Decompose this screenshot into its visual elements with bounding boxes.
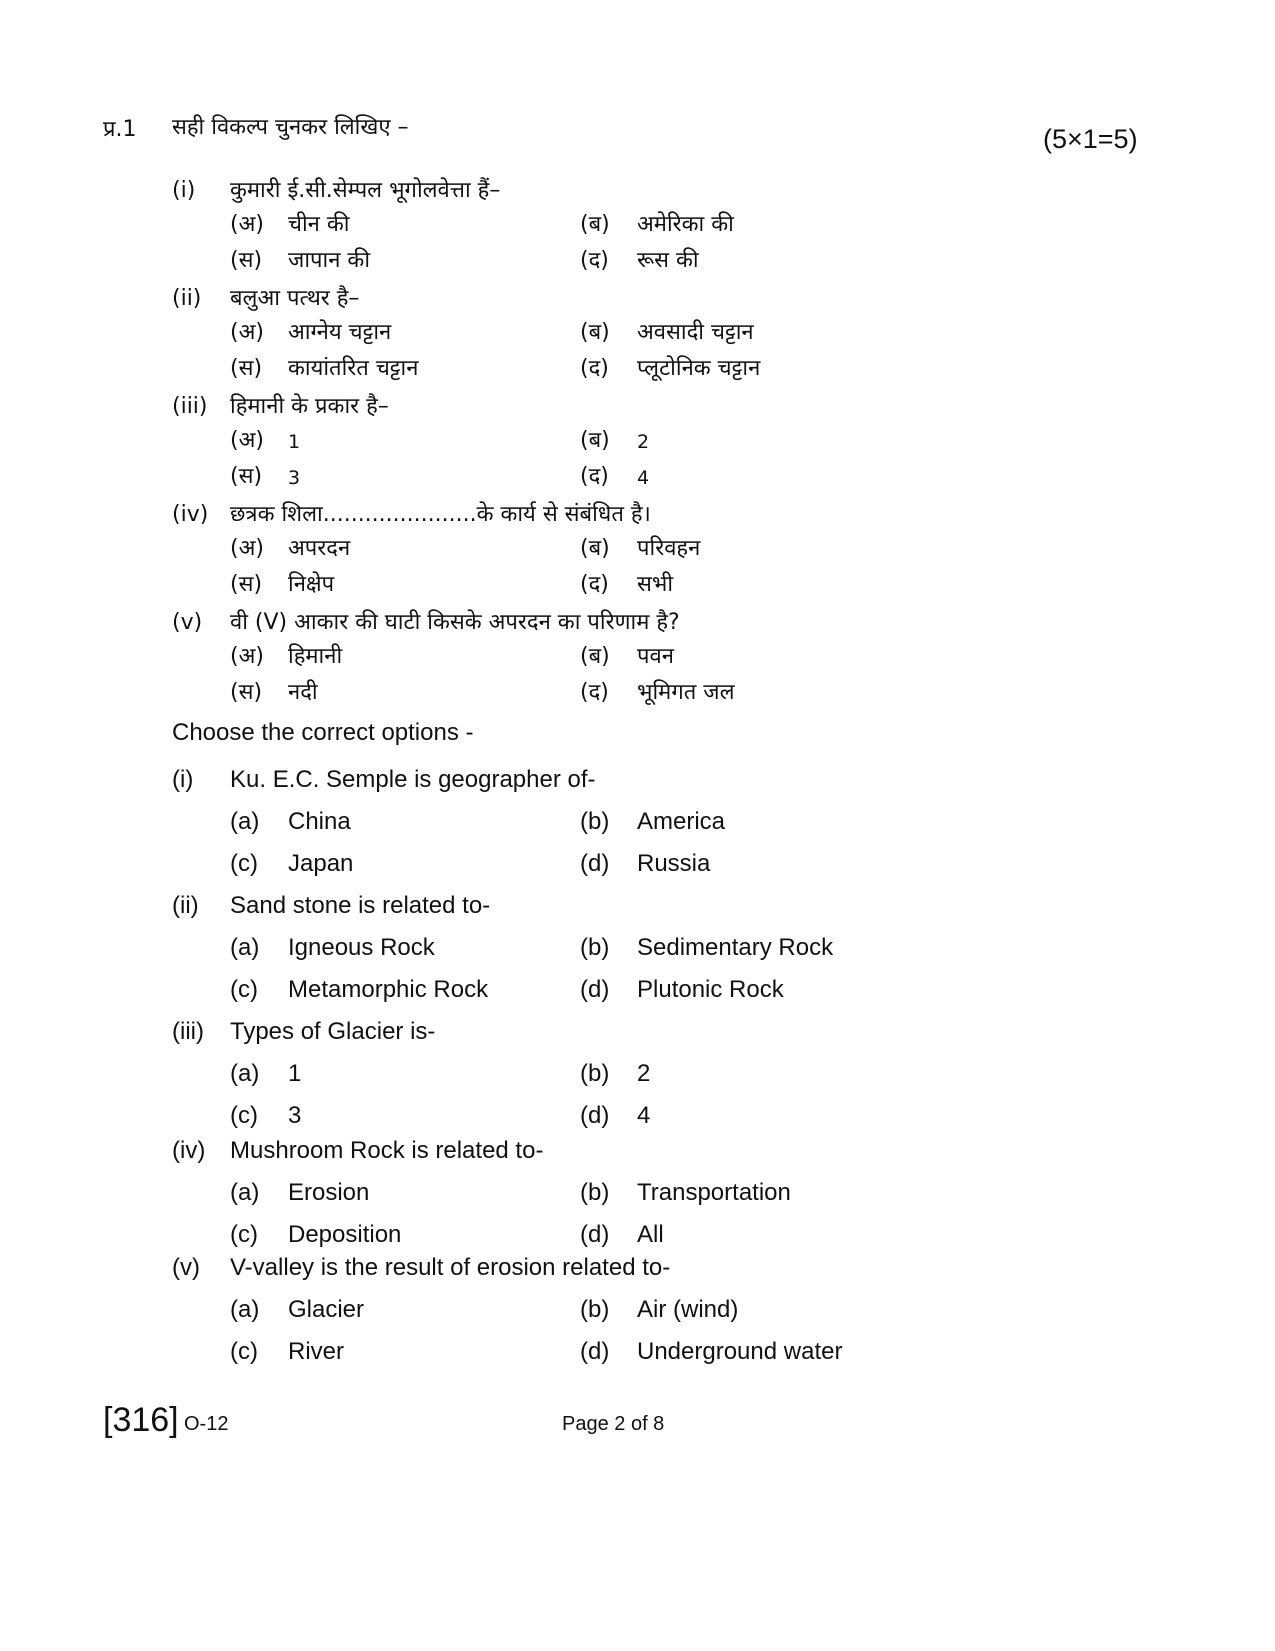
option-text: River	[288, 1338, 345, 1365]
option-text: भूमिगत जल	[637, 680, 735, 705]
option-label: (b)	[580, 808, 610, 835]
question-text: छत्रक शिला......................के कार्य से संबंधित है।	[230, 502, 651, 527]
option-label: (अ)	[230, 320, 264, 345]
option-label: (अ)	[230, 644, 264, 669]
page-number: Page 2 of 8	[562, 1413, 665, 1435]
option-text: Sedimentary Rock	[637, 934, 834, 961]
option-text: हिमानी	[288, 644, 343, 669]
question-text: Mushroom Rock is related to-	[230, 1137, 544, 1164]
option-text: Metamorphic Rock	[288, 976, 489, 1003]
option-label: (a)	[230, 1296, 260, 1323]
option-text: 4	[637, 1102, 651, 1129]
option-label: (c)	[230, 850, 258, 877]
question-text: बलुआ पत्थर है–	[230, 286, 360, 311]
option-label: (c)	[230, 1338, 258, 1365]
option-text: निक्षेप	[288, 572, 335, 597]
option-text: 1	[288, 1060, 302, 1087]
question-text: वी (V) आकार की घाटी किसके अपरदन का परिणाम है?	[230, 610, 680, 635]
question-text: कुमारी ई.सी.सेम्पल भूगोलवेत्ता हैं–	[230, 178, 501, 203]
option-text: अमेरिका की	[637, 212, 734, 237]
option-label: (d)	[580, 976, 610, 1003]
option-label: (द)	[580, 464, 609, 489]
option-text: Underground water	[637, 1338, 843, 1365]
option-label: (ब)	[580, 428, 610, 453]
option-text: Air (wind)	[637, 1296, 739, 1323]
option-text: Russia	[637, 850, 711, 877]
option-label: (अ)	[230, 536, 264, 561]
question-number: (ii)	[172, 286, 202, 311]
question-number: (iii)	[172, 394, 208, 419]
option-text: 2	[637, 431, 650, 453]
question-number: (iv)	[172, 502, 209, 527]
question-number: (i)	[172, 766, 194, 793]
option-label: (d)	[580, 1221, 610, 1248]
question-text: V-valley is the result of erosion related to-	[230, 1254, 671, 1281]
instruction-hindi: सही विकल्प चुनकर लिखिए –	[172, 115, 409, 140]
option-text: परिवहन	[637, 536, 701, 561]
option-text: सभी	[637, 572, 674, 597]
option-label: (b)	[580, 1179, 610, 1206]
question-number: (iv)	[172, 1137, 206, 1164]
option-text: 4	[637, 467, 650, 489]
option-text: Glacier	[288, 1296, 365, 1323]
question-number: (iii)	[172, 1018, 204, 1045]
option-text: रूस की	[637, 248, 699, 273]
question-number: (v)	[172, 1254, 200, 1281]
option-text: प्लूटोनिक चट्टान	[637, 356, 761, 381]
option-label: (अ)	[230, 212, 264, 237]
option-label: (c)	[230, 976, 258, 1003]
option-text: Erosion	[288, 1179, 370, 1206]
option-label: (द)	[580, 248, 609, 273]
option-text: Japan	[288, 850, 354, 877]
option-text: चीन की	[288, 212, 350, 237]
option-text: Igneous Rock	[288, 934, 435, 961]
option-text: कायांतरित चट्टान	[288, 356, 419, 381]
option-label: (ब)	[580, 536, 610, 561]
option-text: 2	[637, 1060, 651, 1087]
option-label: (b)	[580, 1296, 610, 1323]
option-label: (b)	[580, 934, 610, 961]
option-label: (a)	[230, 1060, 260, 1087]
option-text: Deposition	[288, 1221, 402, 1248]
question-number: (v)	[172, 610, 203, 635]
option-text: 1	[288, 431, 301, 453]
question-text: Types of Glacier is-	[230, 1018, 436, 1045]
option-label: (ब)	[580, 320, 610, 345]
question-text: Sand stone is related to-	[230, 892, 491, 919]
set-code: O-12	[184, 1413, 229, 1435]
option-text: अवसादी चट्टान	[637, 320, 754, 345]
option-label: (c)	[230, 1102, 258, 1129]
option-label: (a)	[230, 934, 260, 961]
option-text: All	[637, 1221, 664, 1248]
option-label: (a)	[230, 1179, 260, 1206]
instruction-english: Choose the correct options -	[172, 719, 474, 746]
option-text: 3	[288, 1102, 302, 1129]
option-label: (स)	[230, 572, 263, 597]
option-label: (ब)	[580, 644, 610, 669]
option-text: Plutonic Rock	[637, 976, 784, 1003]
option-label: (द)	[580, 572, 609, 597]
option-text: Transportation	[637, 1179, 791, 1206]
option-label: (स)	[230, 248, 263, 273]
marks-allocation: (5×1=5)	[1043, 124, 1138, 154]
paper-code: [316]	[103, 1401, 179, 1439]
option-label: (द)	[580, 356, 609, 381]
option-label: (d)	[580, 850, 610, 877]
option-text: आग्नेय चट्टान	[288, 320, 392, 345]
option-text: America	[637, 808, 726, 835]
question-text: हिमानी के प्रकार है–	[230, 394, 389, 419]
option-text: पवन	[637, 644, 674, 669]
option-text: अपरदन	[288, 536, 351, 561]
option-label: (स)	[230, 680, 263, 705]
option-label: (स)	[230, 464, 263, 489]
question-number: (ii)	[172, 892, 199, 919]
option-label: (a)	[230, 808, 260, 835]
question-text: Ku. E.C. Semple is geographer of-	[230, 766, 596, 793]
option-label: (द)	[580, 680, 609, 705]
option-label: (b)	[580, 1060, 610, 1087]
option-label: (स)	[230, 356, 263, 381]
option-label: (d)	[580, 1102, 610, 1129]
option-label: (d)	[580, 1338, 610, 1365]
option-text: 3	[288, 467, 301, 489]
option-text: China	[288, 808, 351, 835]
question-number: (i)	[172, 178, 196, 203]
option-label: (ब)	[580, 212, 610, 237]
option-label: (c)	[230, 1221, 258, 1248]
option-label: (अ)	[230, 428, 264, 453]
question-number: प्र.1	[103, 117, 137, 142]
option-text: जापान की	[288, 248, 371, 273]
option-text: नदी	[288, 680, 318, 705]
